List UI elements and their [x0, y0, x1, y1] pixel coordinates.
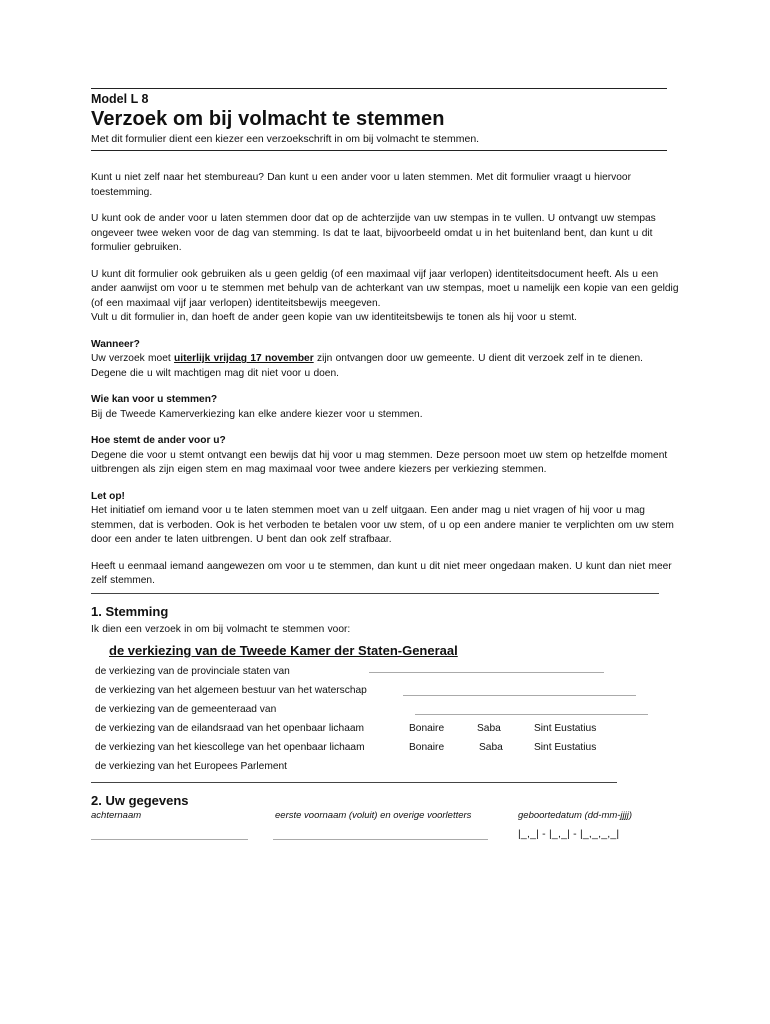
intro-paragraph-3: U kunt dit formulier ook gebruiken als u geen geldig (of een maximaal vijf jaar verlopen) identiteitsdocument heeft. Als u een ander aanwijst om voor u te stemmen met behulp van de achterkant van uw stempas, moet u namelijk een kopie van een geldig (of een maximaal vijf jaar verlopen) identiteitsbewijs meegeven. [91, 268, 679, 309]
option-bonaire[interactable]: Bonaire [409, 723, 445, 734]
letop-heading: Let op! [91, 490, 125, 502]
birthdate-label: geboortedatum (dd-mm-jjjj) [518, 810, 633, 821]
wanneer-pre: Uw verzoek moet [91, 353, 175, 364]
page-subtitle: Met dit formulier dient een kiezer een verzoekschrift in om bij volmacht te stemmen. [91, 133, 480, 145]
top-rule [91, 88, 667, 89]
wanneer-heading: Wanneer? [91, 338, 140, 350]
provincie-field[interactable] [369, 672, 604, 673]
letop-text: Het initiatief om iemand voor u te laten stemmen moet van u zelf uitgaan. Een ander mag u niet vragen of hij voor u mag stemmen, dat is verboden. Ook is het verboden te betalen voor uw stem, of u op een andere manier te verplichten om uw stem door een ander te laten uitbrengen. U bent dan ook zelf strafbaar. [91, 505, 674, 545]
election-option-gemeenteraad[interactable] [91, 700, 681, 719]
option-sint-eustatius[interactable]: Sint Eustatius [534, 723, 597, 734]
election-label: de verkiezing van de gemeenteraad van [95, 704, 277, 715]
hoe-heading: Hoe stemt de ander voor u? [91, 435, 226, 446]
lastname-field[interactable] [91, 839, 248, 840]
birthdate-field[interactable]: |_,_| - |_,_| - |_,_,_,_| [518, 828, 620, 840]
firstname-field[interactable] [273, 839, 488, 840]
option-saba[interactable]: Saba [479, 742, 503, 753]
wie-heading: Wie kan voor u stemmen? [91, 394, 218, 405]
intro-paragraph-1: Kunt u niet zelf naar het stembureau? Dan kunt u een ander voor u laten stemmen. Met dit formulier vraagt u hiervoor toestemming. [91, 172, 631, 198]
election-label: de verkiezing van de eilandsraad van het openbaar lichaam [95, 723, 365, 734]
option-bonaire[interactable]: Bonaire [409, 742, 445, 753]
gemeente-field[interactable] [415, 714, 648, 715]
election-option-provinciale-staten[interactable] [91, 662, 681, 681]
deadline: uiterlijk vrijdag 17 november [174, 353, 314, 364]
election-label: de verkiezing van het kiescollege van het openbaar lichaam [95, 742, 365, 753]
option-saba[interactable]: Saba [477, 723, 501, 734]
hoe-text: Degene die voor u stemt ontvangt een bewijs dat hij voor u mag stemmen. Deze persoon moet uw stem op hetzelfde moment uitbrengen als zijn eigen stem en mag maximaal voor twee andere kiezers per verkiezing stemmen. [91, 449, 668, 475]
selected-election[interactable]: de verkiezing van de Tweede Kamer der Staten-Generaal [109, 643, 458, 658]
model-number: Model L 8 [91, 92, 149, 106]
wie-text: Bij de Tweede Kamerverkiezing kan elke andere kiezer voor u stemmen. [91, 408, 423, 420]
election-option-waterschap[interactable] [91, 681, 681, 700]
option-sint-eustatius[interactable]: Sint Eustatius [534, 742, 597, 753]
election-option-europees-parlement[interactable] [91, 757, 681, 776]
lastname-label: achternaam [91, 810, 142, 821]
waterschap-field[interactable] [403, 695, 636, 696]
section-1-intro: Ik dien een verzoek in om bij volmacht te stemmen voor: [91, 623, 351, 635]
election-label: de verkiezing van het Europees Parlement [95, 761, 287, 772]
section-1-heading: 1. Stemming [91, 603, 169, 619]
election-label: de verkiezing van de provinciale staten van [95, 666, 290, 677]
page-title: Verzoek om bij volmacht te stemmen [91, 108, 445, 130]
election-option-kiescollege[interactable] [91, 738, 681, 757]
election-option-eilandsraad[interactable] [91, 719, 681, 738]
intro-paragraph-3b: Vult u dit formulier in, dan hoeft de ander geen kopie van uw identiteitsbewijs te tonen als hij voor u stemt. [91, 312, 577, 323]
section-2-heading: 2. Uw gegevens [91, 793, 189, 808]
personal-fields [91, 810, 681, 850]
form-page [91, 88, 681, 850]
intro-paragraph-2: U kunt ook de ander voor u laten stemmen door dat op de achterzijde van uw stempas in te vullen. U ontvangt uw stempas ongeveer twee weken voor de dag van stemming. Is dat te laat, bijvoorbeeld omdat u in het buitenland bent, dan kunt u dit formulier gebruiken. [91, 213, 656, 253]
wanneer-post: zijn ontvangen door uw gemeente. U dient dit verzoek zelf in te dienen. Degene die u wilt machtigen mag dit niet voor u doen. [91, 353, 643, 379]
election-label: de verkiezing van het algemeen bestuur van het waterschap [95, 685, 367, 696]
wanneer-text [91, 352, 681, 381]
firstname-label: eerste voornaam (voluit) en overige voorletters [275, 810, 472, 821]
letop-text-2: Heeft u eenmaal iemand aangewezen om voor u te stemmen, dan kunt u dit niet meer ongedaan maken. U kunt dan niet meer zelf stemmen. [91, 560, 672, 586]
